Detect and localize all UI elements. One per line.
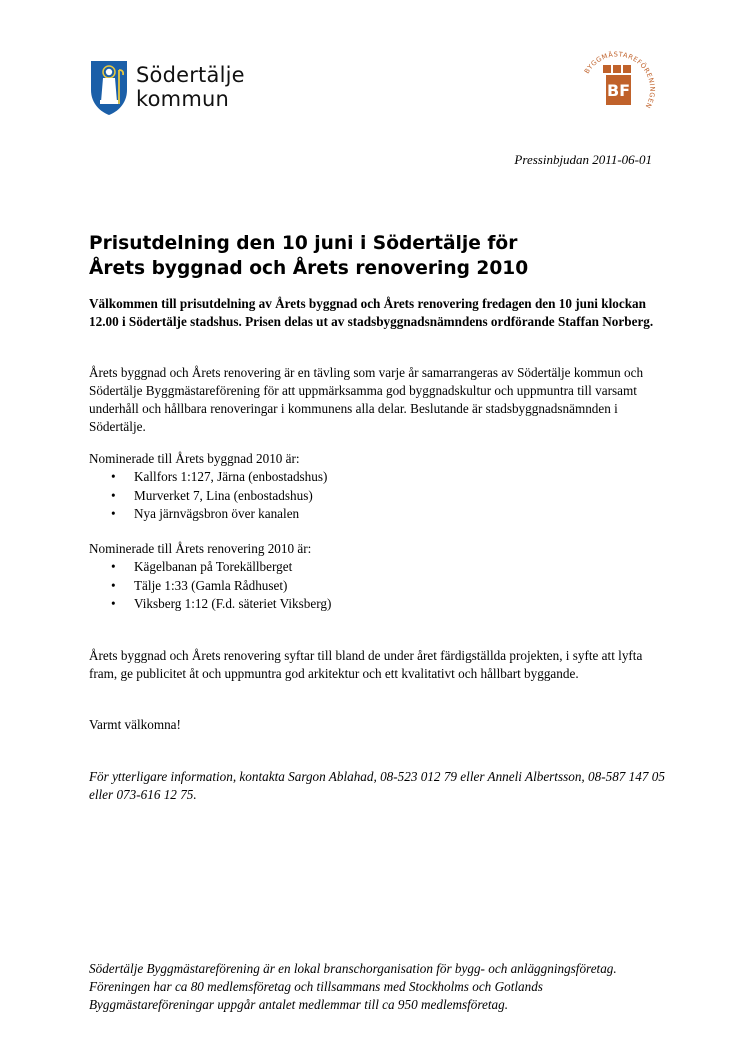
page-title [89,231,689,281]
press-date: Pressinbjudan 2011-06-01 [514,152,652,167]
description-paragraph: Årets byggnad och Årets renovering är en tävling som varje år samarrangeras av Södertälje kommun och Södertälje Byggmästareförening för att uppmärksamma god byggnadskultur och uppmuntra till varsamt underhåll och hållbara renoveringar i kommunens alla delar. Beslutande är stadsbyggnadsnämnden i Södertälje. [89,365,644,434]
nominees-building-section [89,450,669,524]
nominees-building-list [89,468,669,524]
bf-chimney-icon [578,40,664,126]
title-line-2: Årets byggnad och Årets renovering 2010 [89,258,529,279]
nominees-building-label: Nominerade till Årets byggnad 2010 är: [89,451,300,466]
municipality-name [136,63,245,111]
list-item: • Nya järnvägsbron över kanalen [89,505,669,524]
contact-info: För ytterligare information, kontakta Sargon Ablahad, 08-523 012 79 eller Anneli Albertsson, 08-587 147 05 eller 073-616 12 75. [89,769,665,802]
list-item: • Tälje 1:33 (Gamla Rådhuset) [89,577,669,596]
municipality-name-line2: kommun [136,87,229,111]
association-arc-text: BYGGMÄSTAREFÖRENINGEN [582,50,657,110]
nominees-renovation-label: Nominerade till Årets renovering 2010 är: [89,541,312,556]
association-mark: BF [606,81,631,100]
nominees-renovation-section [89,540,669,614]
list-item: • Kallfors 1:127, Järna (enbostadshus) [89,468,669,487]
intro-paragraph: Välkommen till prisutdelning av Årets byggnad och Årets renovering fredagen den 10 juni klockan 12.00 i Södertälje stadshus. Prisen delas ut av stadsbyggnadsnämndens ordförande Staffan Norberg. [89,296,654,329]
municipality-logo [90,60,290,120]
municipality-name-line1: Södertälje [136,63,245,87]
title-line-1: Prisutdelning den 10 juni i Södertälje för [89,233,518,254]
footer-about: Södertälje Byggmästareförening är en lokal branschorganisation för bygg- och anläggningsföretag. Föreningen har ca 80 medlemsföretag och tillsammans med Stockholms och Gotlands Byggmästareföreningar uppgår antalet medlemmar till ca 950 medlemsföretag. [89,961,617,1012]
purpose-paragraph: Årets byggnad och Årets renovering syftar till bland de under året färdigställda projekten, i syfte att lyfta fram, ge publicitet åt och uppmuntra god arkitektur och ett kvalitativt och hållbart byggande. [89,648,643,681]
greeting: Varmt välkomna! [89,717,181,732]
nominees-renovation-list [89,558,669,614]
coat-of-arms-icon [90,60,128,116]
list-item: • Murverket 7, Lina (enbostadshus) [89,487,669,506]
association-logo [578,40,664,126]
list-item: • Viksberg 1:12 (F.d. säteriet Viksberg) [89,595,669,614]
list-item: • Kägelbanan på Torekällberget [89,558,669,577]
